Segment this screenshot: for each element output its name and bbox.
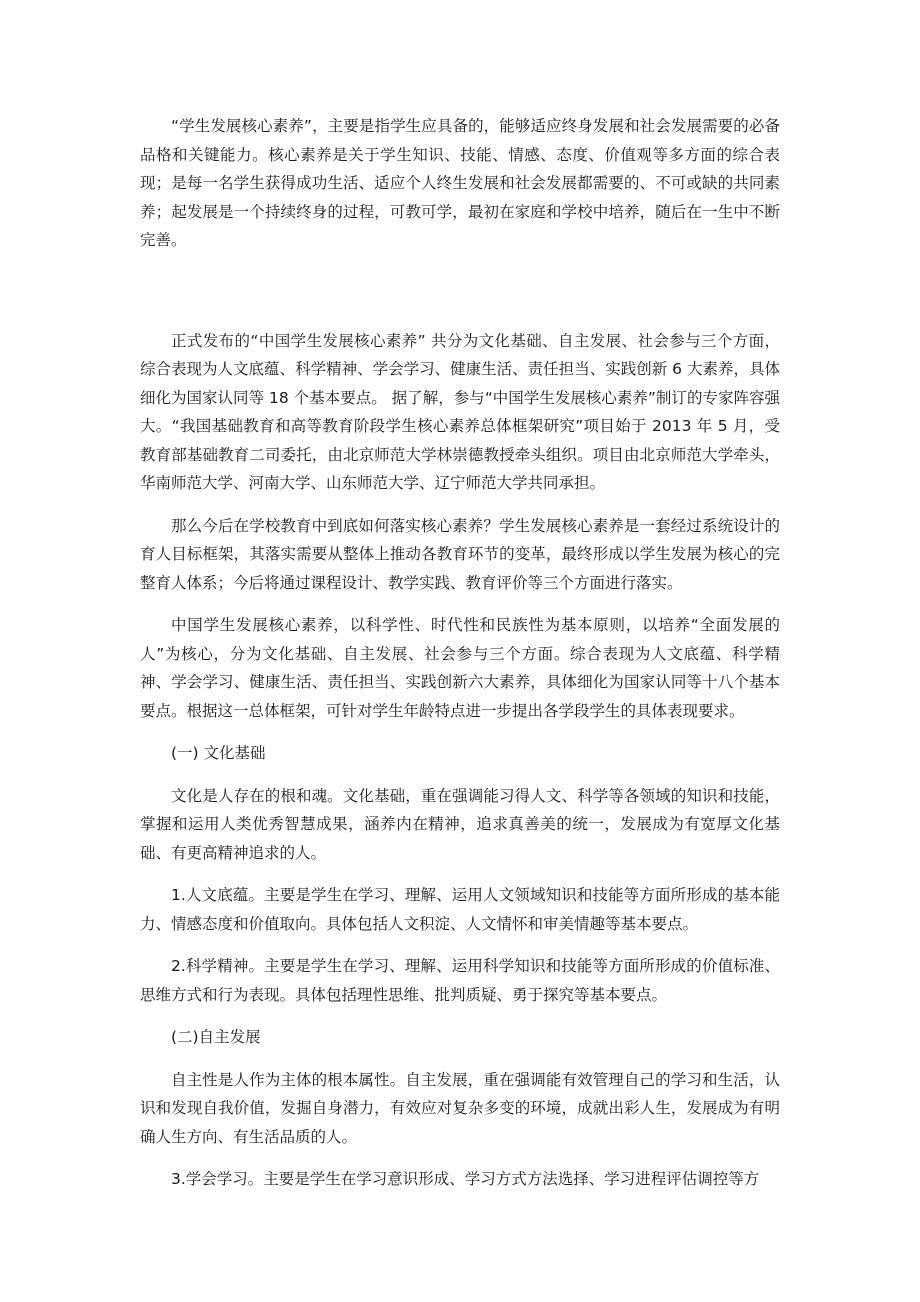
paragraph-implementation: 那么今后在学校教育中到底如何落实核心素养？学生发展核心素养是一套经过系统设计的育人目标框架，其落实需要从整体上推动各教育环节的变革，最终形成以学生发展为核心的完整育人体系；今后将通过课程设计、教学实践、教育评价等三个方面进行落实。 — [140, 516, 780, 592]
paragraph-spacer — [140, 1052, 780, 1066]
document-page — [140, 112, 780, 1194]
paragraph-humanistic-heritage: 1.人文底蕴。主要是学生在学习、理解、运用人文领域知识和技能等方面所形成的基本能力、情感态度和价值取向。具体包括人文积淀、人文情怀和审美情趣等基本要点。 — [140, 886, 780, 933]
paragraph-spacer — [140, 597, 780, 611]
paragraph-official-release: 正式发布的“中国学生发展核心素养” 共分为文化基础、自主发展、社会参与三个方面，综合表现为人文底蕴、科学精神、学会学习、健康生活、责任担当、实践创新 6 大素养，具体细化为国家认同等 18 个基本要点。 据了解，参与“中国学生发展核心素养”制订的专家阵容强大。“我国基础教育和高等教育阶段学生核心素养总体框架研究”项目始于 2013 年 5 月，受教育部基础教育二司委托，由北京师范大学林崇德教授牵头组织。项目由北京师范大学牵头，华南师范大学、河南大学、山东师范大学、辽宁师范大学共同承担。 — [140, 331, 780, 492]
paragraph-spacer — [140, 1151, 780, 1165]
paragraph-spacer — [140, 255, 780, 327]
paragraph-autonomous-development: 自主性是人作为主体的根本属性。自主发展，重在强调能有效管理自己的学习和生活，认识和发现自我价值，发掘自身潜力，有效应对复杂多变的环境，成就出彩人生，发展成为有明确人生方向、有生活品质的人。 — [140, 1070, 780, 1146]
paragraph-learning-to-learn: 3.学会学习。主要是学生在学习意识形成、学习方式方法选择、学习进程评估调控等方 — [171, 1170, 760, 1188]
section-heading-cultural-foundation: (一) 文化基础 — [171, 744, 266, 762]
section-heading-autonomous-development: (二)自主发展 — [171, 1028, 261, 1046]
paragraph-cultural-foundation: 文化是人存在的根和魂。文化基础，重在强调能习得人文、科学等各领域的知识和技能，掌握和运用人类优秀智慧成果，涵养内在精神，追求真善美的统一，发展成为有宽厚文化基础、有更高精神追求的人。 — [140, 786, 780, 862]
paragraph-core-literacy-definition: “学生发展核心素养”，主要是指学生应具备的，能够适应终身发展和社会发展需要的必备品格和关键能力。核心素养是关于学生知识、技能、情感、态度、价值观等多方面的综合表现；是每一名学生获得成功生活、适应个人终生发展和社会发展都需要的、不可或缺的共同素养；起发展是一个持续终身的过程，可教可学，最初在家庭和学校中培养，随后在一生中不断完善。 — [140, 117, 780, 249]
paragraph-spacer — [140, 867, 780, 881]
paragraph-spacer — [140, 725, 780, 739]
paragraph-framework-overview: 中国学生发展核心素养，以科学性、时代性和民族性为基本原则，以培养“全面发展的人”为核心，分为文化基础、自主发展、社会参与三个方面。综合表现为人文底蕴、科学精神、学会学习、健康生活、责任担当、实践创新六大素养，具体细化为国家认同等十八个基本要点。根据这一总体框架，可针对学生年龄特点进一步提出各学段学生的具体表现要求。 — [140, 616, 780, 720]
paragraph-spacer — [140, 938, 780, 952]
paragraph-spacer — [140, 1009, 780, 1023]
paragraph-spacer — [140, 498, 780, 512]
paragraph-scientific-spirit: 2.科学精神。主要是学生在学习、理解、运用科学知识和技能等方面所形成的价值标准、思维方式和行为表现。具体包括理性思维、批判质疑、勇于探究等基本要点。 — [140, 957, 780, 1004]
paragraph-spacer — [140, 768, 780, 782]
